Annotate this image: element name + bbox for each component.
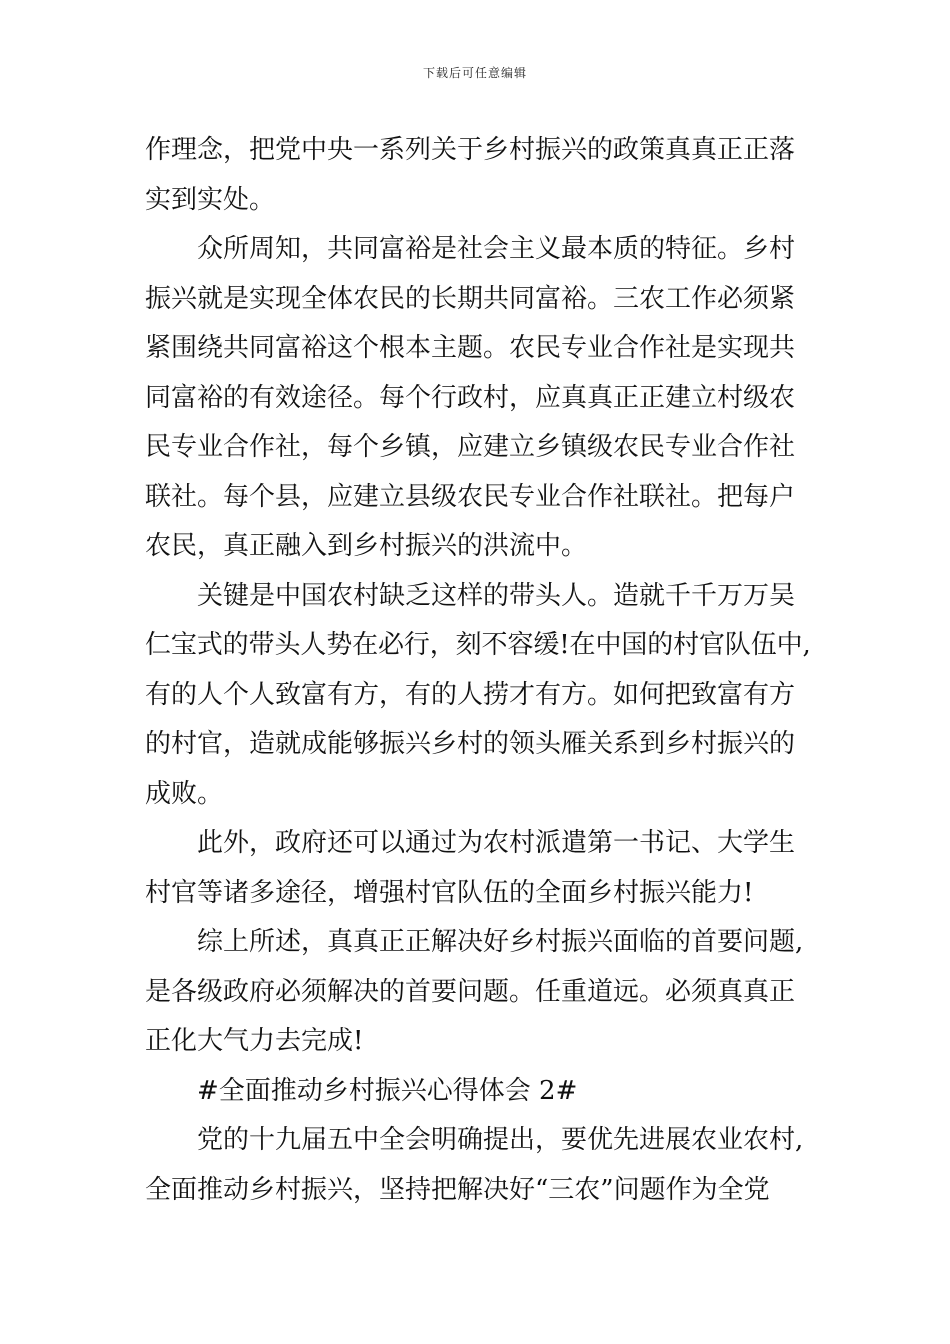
text-line: 成败。	[145, 778, 224, 809]
text-line: 同富裕的有效途径。每个行政村，应真真正正建立村级农	[145, 382, 796, 413]
text-line: 农民，真正融入到乡村振兴的洪流中。	[145, 531, 588, 561]
text-line: 正化大气力去完成!	[145, 1026, 364, 1056]
text-line: 综上所述，真真正正解决好乡村振兴面临的首要问题,	[197, 927, 804, 957]
text-line: 关键是中国农村缺乏这样的带头人。造就千千万万吴	[197, 580, 796, 611]
text-line: 党的十九届五中全会明确提出，要优先进展农业农村,	[197, 1125, 804, 1155]
text-line: 紧围绕共同富裕这个根本主题。农民专业合作社是实现共	[145, 333, 796, 363]
text-line: 的村官，造就成能够振兴乡村的领头雁关系到乡村振兴的	[145, 729, 796, 759]
text-line: 此外，政府还可以通过为农村派遣第一书记、大学生	[197, 828, 796, 858]
text-line: #全面推动乡村振兴心得体会 2#	[197, 1075, 578, 1106]
text-line: 仁宝式的带头人势在必行，刻不容缓!在中国的村官队伍中,	[145, 630, 811, 660]
text-line: 联社。每个县，应建立县级农民专业合作社联社。把每户	[145, 481, 796, 512]
text-line: 振兴就是实现全体农民的长期共同富裕。三农工作必须紧	[145, 283, 796, 314]
text-line: 是各级政府必须解决的首要问题。任重道远。必须真真正	[145, 976, 796, 1007]
text-line: 全面推动乡村振兴，坚持把解决好“三农”问题作为全党	[145, 1174, 770, 1205]
page-header: 下载后可任意编辑	[422, 66, 527, 80]
text-line: 有的人个人致富有方，有的人捞才有方。如何把致富有方	[145, 679, 796, 710]
text-line: 众所周知，共同富裕是社会主义最本质的特征。乡村	[197, 234, 796, 264]
document-body	[145, 126, 811, 1215]
text-line: 民专业合作社，每个乡镇，应建立乡镇级农民专业合作社	[145, 432, 796, 462]
text-line: 作理念，把党中央一系列关于乡村振兴的政策真真正正落	[145, 135, 796, 165]
text-line: 实到实处。	[145, 184, 276, 215]
text-line: 村官等诸多途径，增强村官队伍的全面乡村振兴能力!	[145, 877, 754, 908]
